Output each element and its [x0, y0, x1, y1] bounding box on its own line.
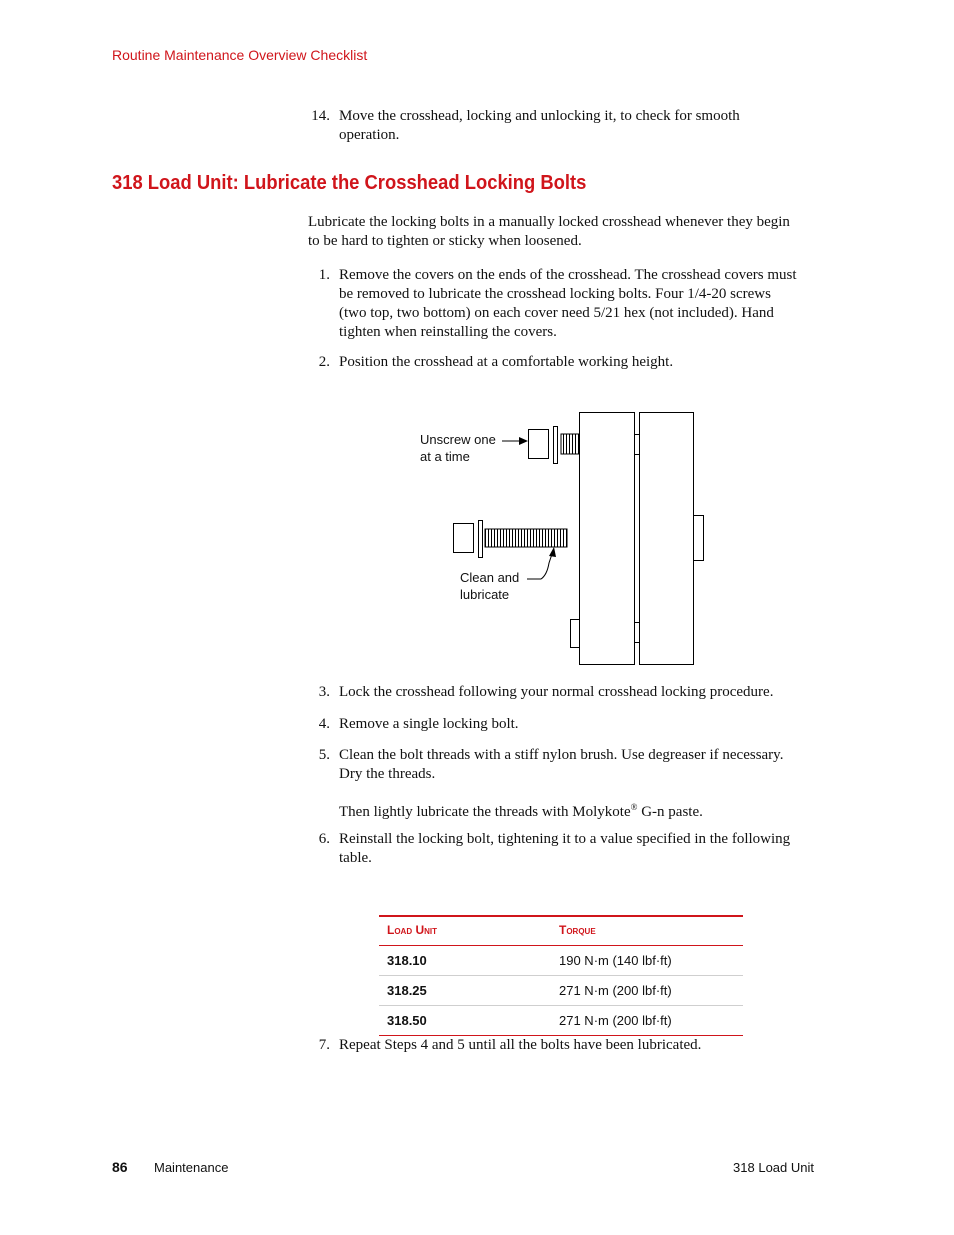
step-number: 1. — [318, 267, 330, 283]
crosshead-bolt-figure — [415, 405, 715, 670]
left-plate — [580, 413, 635, 665]
step-number: 4. — [318, 716, 330, 732]
page-number: 86 — [112, 1159, 128, 1175]
step-number: 2. — [318, 354, 330, 370]
column-header-torque: Torque — [551, 916, 743, 946]
cell-load-unit: 318.10 — [379, 946, 551, 976]
table-row — [379, 1006, 743, 1036]
step-text: Remove the covers on the ends of the crosshead. The crosshead covers must be removed to lubricate the crosshead locking bolts. Four 1/4-20 screws (two top, two bottom) on each cover need 5/21 hex (not included). Hand tighten when reinstalling the covers. — [339, 267, 797, 340]
section-title: 318 Load Unit: Lubricate the Crosshead Locking Bolts — [112, 172, 587, 194]
step-text: Clean the bolt threads with a stiff nylon brush. Use degreaser if necessary. Dry the threads. — [339, 747, 784, 782]
cell-torque: 271 N·m (200 lbf·ft) — [551, 1006, 743, 1036]
step-text: Remove a single locking bolt. — [339, 716, 519, 732]
step-text: Reinstall the locking bolt, tightening it to a value specified in the following table. — [339, 831, 791, 866]
step-number: 14. — [311, 108, 330, 124]
step-number: 5. — [318, 747, 330, 763]
step-number: 6. — [318, 831, 330, 847]
label-unscrew: Unscrew one at a time — [420, 432, 496, 464]
table-row — [379, 976, 743, 1006]
footer-chapter: Maintenance — [154, 1160, 229, 1175]
cell-torque: 190 N·m (140 lbf·ft) — [551, 946, 743, 976]
torque-table — [379, 915, 743, 1036]
table-header-row — [379, 916, 743, 946]
step-text: Move the crosshead, locking and unlocking it, to check for smooth operation. — [339, 108, 740, 143]
cell-load-unit: 318.50 — [379, 1006, 551, 1036]
step-text: Position the crosshead at a comfortable working height. — [339, 354, 674, 370]
bottom-bolt-thread — [485, 529, 567, 547]
step-text: Repeat Steps 4 and 5 until all the bolts have been lubricated. — [339, 1037, 702, 1053]
bottom-bolt-head — [454, 524, 474, 553]
cell-torque: 271 N·m (200 lbf·ft) — [551, 976, 743, 1006]
registered-mark: ® — [630, 802, 638, 812]
right-plate — [640, 413, 694, 665]
footer-product: 318 Load Unit — [733, 1160, 814, 1175]
table-row — [379, 946, 743, 976]
step-5-lubricate-note: Then lightly lubricate the threads with Molykote® G-n paste. — [339, 802, 703, 820]
step-text: Lock the crosshead following your normal crosshead locking procedure. — [339, 684, 774, 700]
column-header-load-unit: Load Unit — [379, 916, 551, 946]
intro-paragraph: Lubricate the locking bolts in a manually locked crosshead whenever they begin to be hard to tighten or sticky when loosened. — [308, 214, 790, 249]
top-bolt-head — [529, 430, 549, 459]
label-clean: Clean and lubricate — [460, 570, 520, 602]
step-number: 3. — [318, 684, 330, 700]
running-head: Routine Maintenance Overview Checklist — [112, 47, 368, 63]
step-number: 7. — [318, 1037, 330, 1053]
cell-load-unit: 318.25 — [379, 976, 551, 1006]
top-bolt-thread — [561, 434, 579, 454]
